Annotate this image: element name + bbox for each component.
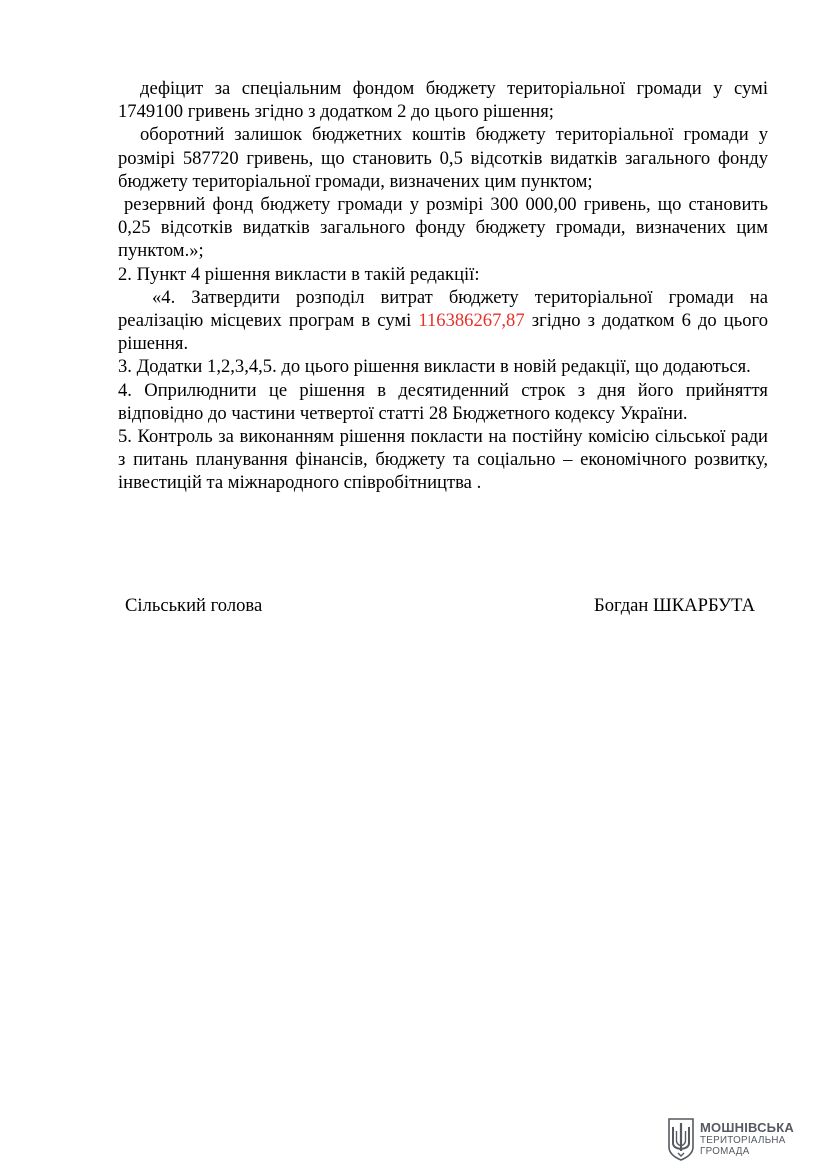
paragraph-item-4: 4. Оприлюднити це рішення в десятиденний строк з дня його прийняття відповідно до частини четвертої статті 28 Бюджетного кодексу України. (118, 379, 768, 424)
logo-title: МОШНІВСЬКА (700, 1120, 794, 1135)
item-4-text-before: «4. Затвердити розподіл витрат бюджету територіальної громади на реалізацію місцевих програм в сумі (118, 286, 768, 332)
logo-subtitle-2: ГРОМАДА (700, 1146, 750, 1157)
document-body (118, 77, 768, 495)
paragraph-working-balance: оборотний залишок бюджетних коштів бюджету територіальної громади у розмірі 587720 гривень, що становить 0,5 відсотків видатків загального фонду бюджету територіальної громади, визначених цим пунктом; (118, 124, 768, 192)
signature-name: Богдан ШКАРБУТА (594, 595, 755, 616)
signature-position: Сільський голова (125, 595, 263, 616)
paragraph-reserve-fund: резервний фонд бюджету громади у розмірі 300 000,00 гривень, що становить 0,25 відсотків видатків загального фонду бюджету громади, визначених цим пунктом.»; (118, 194, 768, 262)
paragraph-item-2: 2. Пункт 4 рішення викласти в такій редакції: (118, 263, 480, 285)
trident-icon (666, 1117, 696, 1161)
logo-subtitle-1: ТЕРИТОРІАЛЬНА (700, 1135, 786, 1146)
community-logo (666, 1115, 816, 1163)
program-amount-highlight: 116386267,87 (418, 310, 525, 332)
paragraph-item-4-quote (118, 286, 768, 356)
paragraph-special-fund-deficit: дефіцит за спеціальним фондом бюджету територіальної громади у сумі 1749100 гривень згідно з додатком 2 до цього рішення; (118, 78, 768, 123)
item-4-text-after: згідно з додатком 6 до цього рішення. (118, 310, 768, 355)
logo-text (700, 1121, 794, 1157)
paragraph-item-3: 3. Додатки 1,2,3,4,5. до цього рішення викласти в новій редакції, що додаються. (118, 356, 751, 378)
paragraph-item-5: 5. Контроль за виконанням рішення покласти на постійну комісію сільської ради з питань планування фінансів, бюджету та соціально – економічного розвитку, інвестицій та міжнародного співробітництва . (118, 426, 768, 494)
